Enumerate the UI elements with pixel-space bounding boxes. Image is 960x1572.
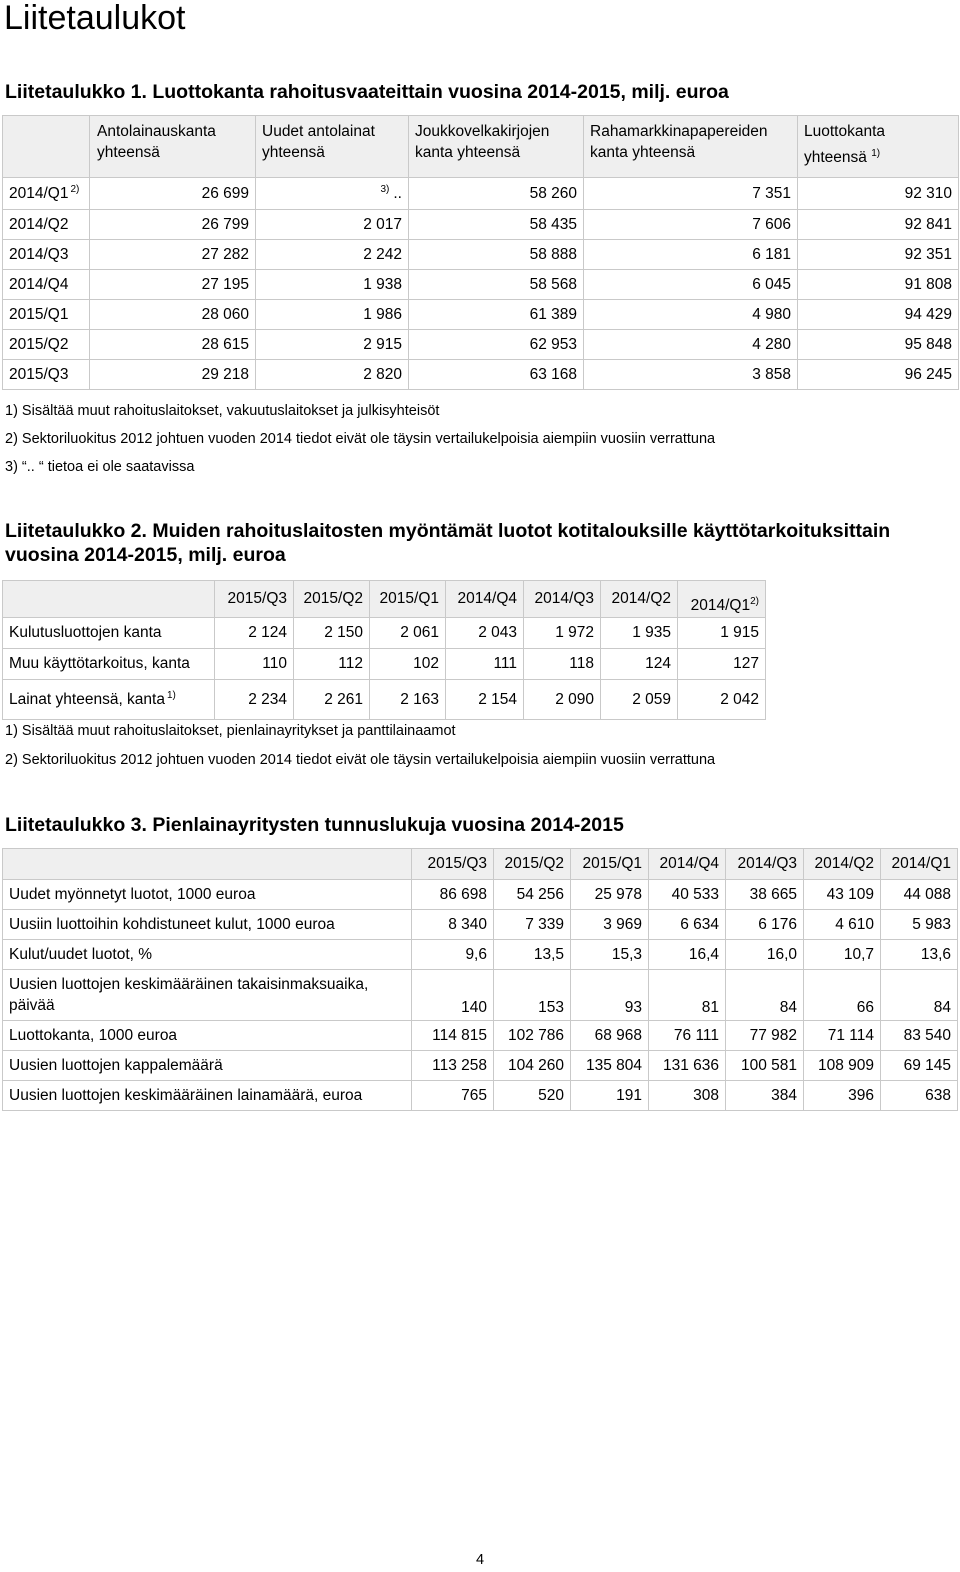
cell: 76 111: [649, 1021, 726, 1051]
row-label: Uudet myönnetyt luotot, 1000 euroa: [3, 880, 412, 910]
cell: 9,6: [412, 940, 494, 970]
cell: 2 017: [256, 210, 409, 240]
cell: 2 820: [256, 360, 409, 390]
row-label: Kulut/uudet luotot, %: [3, 940, 412, 970]
cell: 38 665: [726, 880, 804, 910]
table2-title-line2: vuosina 2014-2015, milj. euroa: [5, 544, 286, 566]
cell: 308: [649, 1081, 726, 1111]
cell: 69 145: [881, 1051, 958, 1081]
cell: 2 150: [294, 618, 370, 649]
table3-header-cell: 2015/Q2: [494, 849, 571, 880]
cell: 26 799: [90, 210, 256, 240]
table2: [2, 580, 766, 720]
table3-title: Liitetaulukko 3. Pienlainayritysten tunnuslukuja vuosina 2014-2015: [5, 814, 624, 836]
table3-header-cell: 2014/Q2: [804, 849, 881, 880]
cell: 111: [446, 649, 524, 680]
table2-title: Liitetaulukko 2. Muiden rahoituslaitosten myöntämät luotot kotitalouksille käyttötarkoituksittain: [5, 520, 891, 542]
table-row: [3, 618, 766, 649]
cell: 124: [601, 649, 678, 680]
cell: 81: [649, 970, 726, 1021]
row-label: 2015/Q3: [3, 360, 90, 390]
cell: 2 163: [370, 680, 446, 720]
cell: 4 980: [584, 300, 798, 330]
table3-header-row: [3, 849, 958, 880]
row-label: 2015/Q2: [3, 330, 90, 360]
cell: 6 176: [726, 910, 804, 940]
row-label: Kulutusluottojen kanta: [3, 618, 215, 649]
cell: 1 935: [601, 618, 678, 649]
row-label: 2014/Q3: [3, 240, 90, 270]
cell: 384: [726, 1081, 804, 1111]
cell: 68 968: [571, 1021, 649, 1051]
row-label: 2014/Q1 $^{2)}$: [3, 178, 90, 210]
cell: 100 581: [726, 1051, 804, 1081]
row-label: Lainat yhteensä, kanta $^{1)}$: [3, 680, 215, 720]
row-label: 2014/Q2: [3, 210, 90, 240]
cell: 2 915: [256, 330, 409, 360]
table2-header-cell: 2014/Q3: [524, 581, 601, 618]
table-row: [3, 649, 766, 680]
table-row: [3, 178, 959, 210]
cell: 84: [726, 970, 804, 1021]
cell: 2 042: [678, 680, 766, 720]
cell: 6 634: [649, 910, 726, 940]
row-label: Luottokanta, 1000 euroa: [3, 1021, 412, 1051]
cell: 66: [804, 970, 881, 1021]
cell: 1 986: [256, 300, 409, 330]
cell: 2 061: [370, 618, 446, 649]
table1-header-cell: Joukkovelkakirjojen kanta yhteensä: [409, 116, 584, 178]
cell: 58 260: [409, 178, 584, 210]
table3-header-cell: 2014/Q4: [649, 849, 726, 880]
table-row: [3, 680, 766, 720]
cell: 91 808: [798, 270, 959, 300]
cell: 118: [524, 649, 601, 680]
cell: 127: [678, 649, 766, 680]
cell: 71 114: [804, 1021, 881, 1051]
cell: 58 888: [409, 240, 584, 270]
cell: 27 282: [90, 240, 256, 270]
table-row: [3, 270, 959, 300]
cell: 26 699: [90, 178, 256, 210]
cell: 1 972: [524, 618, 601, 649]
table2-footnote: 2) Sektoriluokitus 2012 johtuen vuoden 2014 tiedot eivät ole täysin vertailukelpoisia aiempiin vuosiin verrattuna: [5, 752, 716, 768]
table1-header-row: [3, 116, 959, 178]
table-row: [3, 970, 958, 1021]
cell: 83 540: [881, 1021, 958, 1051]
cell: 4 610: [804, 910, 881, 940]
cell: 153: [494, 970, 571, 1021]
cell: 396: [804, 1081, 881, 1111]
cell: 110: [215, 649, 294, 680]
table-row: [3, 1051, 958, 1081]
cell: 131 636: [649, 1051, 726, 1081]
cell: 135 804: [571, 1051, 649, 1081]
cell: $^{3)}$ ..: [256, 178, 409, 210]
row-label: Uusien luottojen keskimääräinen takaisinmaksuaika, päivää: [3, 970, 412, 1021]
cell: 102 786: [494, 1021, 571, 1051]
cell: 40 533: [649, 880, 726, 910]
table2-header-cell: 2015/Q2: [294, 581, 370, 618]
cell: 2 124: [215, 618, 294, 649]
cell: 140: [412, 970, 494, 1021]
cell: 92 841: [798, 210, 959, 240]
cell: 77 982: [726, 1021, 804, 1051]
cell: 2 043: [446, 618, 524, 649]
cell: 93: [571, 970, 649, 1021]
cell: 58 435: [409, 210, 584, 240]
cell: 2 261: [294, 680, 370, 720]
cell: 28 060: [90, 300, 256, 330]
cell: 108 909: [804, 1051, 881, 1081]
cell: 92 310: [798, 178, 959, 210]
table-row: [3, 1021, 958, 1051]
cell: 191: [571, 1081, 649, 1111]
table-row: [3, 880, 958, 910]
table3: [2, 848, 958, 1111]
cell: 113 258: [412, 1051, 494, 1081]
cell: 1 915: [678, 618, 766, 649]
table2-header-cell: 2014/Q1$^{2)}$: [678, 581, 766, 618]
table-row: [3, 210, 959, 240]
table3-header-corner: [3, 849, 412, 880]
table1-header-cell: Rahamarkkinapapereiden kanta yhteensä: [584, 116, 798, 178]
row-label: 2015/Q1: [3, 300, 90, 330]
cell: 638: [881, 1081, 958, 1111]
table2-header-cell: 2014/Q4: [446, 581, 524, 618]
cell: 2 154: [446, 680, 524, 720]
table-row: [3, 910, 958, 940]
cell: 27 195: [90, 270, 256, 300]
cell: 61 389: [409, 300, 584, 330]
cell: 43 109: [804, 880, 881, 910]
cell: 114 815: [412, 1021, 494, 1051]
table-row: [3, 940, 958, 970]
table3-header-cell: 2015/Q3: [412, 849, 494, 880]
cell: 86 698: [412, 880, 494, 910]
cell: 92 351: [798, 240, 959, 270]
table1-footnote: 2) Sektoriluokitus 2012 johtuen vuoden 2014 tiedot eivät ole täysin vertailukelpoisia aiempiin vuosiin verrattuna: [5, 431, 716, 447]
table1: [2, 115, 959, 390]
row-label: Muu käyttötarkoitus, kanta: [3, 649, 215, 680]
table1-footnote: 3) “.. “ tietoa ei ole saatavissa: [5, 459, 195, 475]
table1-title: Liitetaulukko 1. Luottokanta rahoitusvaateittain vuosina 2014-2015, milj. euroa: [5, 81, 729, 103]
table1-header-corner: [3, 116, 90, 178]
cell: 10,7: [804, 940, 881, 970]
cell: 3 858: [584, 360, 798, 390]
row-label: 2014/Q4: [3, 270, 90, 300]
cell: 6 181: [584, 240, 798, 270]
table3-header-cell: 2014/Q3: [726, 849, 804, 880]
cell: 765: [412, 1081, 494, 1111]
cell: 7 339: [494, 910, 571, 940]
cell: 2 234: [215, 680, 294, 720]
page-title: Liitetaulukot: [4, 0, 186, 37]
table-row: [3, 360, 959, 390]
cell: 4 280: [584, 330, 798, 360]
cell: 7 606: [584, 210, 798, 240]
table-row: [3, 240, 959, 270]
cell: 3 969: [571, 910, 649, 940]
row-label: Uusiin luottoihin kohdistuneet kulut, 1000 euroa: [3, 910, 412, 940]
table2-header-row: [3, 581, 766, 618]
cell: 16,0: [726, 940, 804, 970]
cell: 104 260: [494, 1051, 571, 1081]
cell: 44 088: [881, 880, 958, 910]
table2-header-cell: 2015/Q3: [215, 581, 294, 618]
cell: 13,5: [494, 940, 571, 970]
cell: 96 245: [798, 360, 959, 390]
cell: 15,3: [571, 940, 649, 970]
row-label: Uusien luottojen keskimääräinen lainamäärä, euroa: [3, 1081, 412, 1111]
table2-header-corner: [3, 581, 215, 618]
cell: 58 568: [409, 270, 584, 300]
cell: 62 953: [409, 330, 584, 360]
cell: 1 938: [256, 270, 409, 300]
row-label: Uusien luottojen kappalemäärä: [3, 1051, 412, 1081]
table2-header-cell: 2014/Q2: [601, 581, 678, 618]
cell: 94 429: [798, 300, 959, 330]
cell: 95 848: [798, 330, 959, 360]
table1-header-cell: Uudet antolainat yhteensä: [256, 116, 409, 178]
cell: 8 340: [412, 910, 494, 940]
cell: 2 242: [256, 240, 409, 270]
cell: 520: [494, 1081, 571, 1111]
cell: 54 256: [494, 880, 571, 910]
table2-header-cell: 2015/Q1: [370, 581, 446, 618]
cell: 6 045: [584, 270, 798, 300]
cell: 63 168: [409, 360, 584, 390]
cell: 13,6: [881, 940, 958, 970]
cell: 25 978: [571, 880, 649, 910]
cell: 112: [294, 649, 370, 680]
table-row: [3, 1081, 958, 1111]
page-number: 4: [475, 1552, 485, 1568]
table-row: [3, 330, 959, 360]
table1-footnote: 1) Sisältää muut rahoituslaitokset, vakuutuslaitokset ja julkisyhteisöt: [5, 403, 440, 419]
cell: 2 059: [601, 680, 678, 720]
cell: 84: [881, 970, 958, 1021]
cell: 102: [370, 649, 446, 680]
cell: 2 090: [524, 680, 601, 720]
cell: 7 351: [584, 178, 798, 210]
table3-header-cell: 2014/Q1: [881, 849, 958, 880]
cell: 29 218: [90, 360, 256, 390]
table1-header-cell: Antolainauskanta yhteensä: [90, 116, 256, 178]
cell: 28 615: [90, 330, 256, 360]
cell: 16,4: [649, 940, 726, 970]
cell: 5 983: [881, 910, 958, 940]
table-row: [3, 300, 959, 330]
table3-header-cell: 2015/Q1: [571, 849, 649, 880]
table1-header-cell: Luottokanta yhteensä $^{1)}$: [798, 116, 959, 178]
table2-footnote: 1) Sisältää muut rahoituslaitokset, pienlainayritykset ja panttilainaamot: [5, 723, 456, 739]
